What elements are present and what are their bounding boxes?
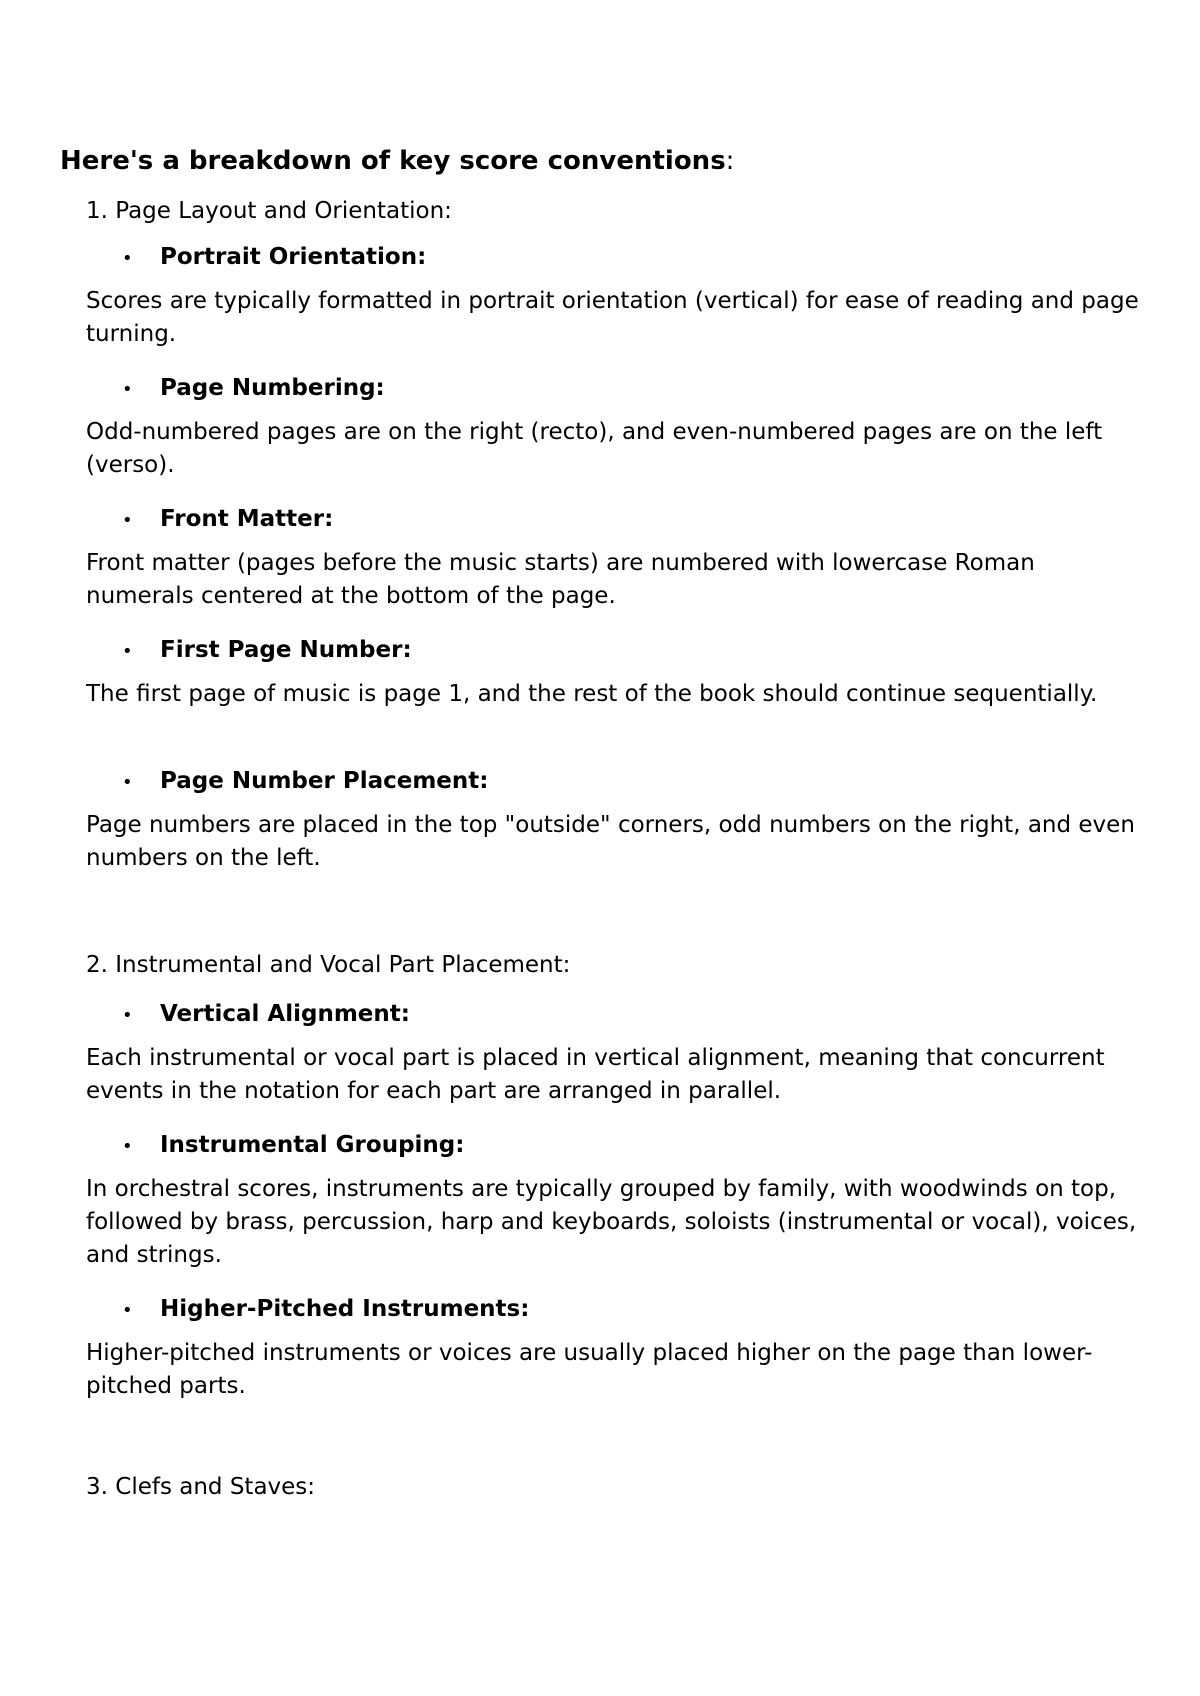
description-vertical-alignment: Each instrumental or vocal part is placed in vertical alignment, meaning that concurrent events in the notation for each part are arranged in parallel. — [86, 1045, 1105, 1104]
bullet-vertical-alignment — [122, 1001, 410, 1027]
description-front-matter: Front matter (pages before the music starts) are numbered with lowercase Roman numerals centered at the bottom of the page. — [86, 550, 1035, 609]
bullet-dot-icon: • — [122, 641, 133, 662]
bullet-front-matter — [122, 506, 333, 532]
bullet-term: Instrumental Grouping: — [160, 1132, 465, 1158]
description-page-numbering: Odd-numbered pages are on the right (recto), and even-numbered pages are on the left (verso). — [86, 419, 1103, 478]
section-title-part-placement: 2. Instrumental and Vocal Part Placement: — [86, 952, 571, 978]
bullet-page-numbering — [122, 375, 385, 401]
section-title-page-layout: 1. Page Layout and Orientation: — [86, 198, 452, 224]
bullet-term: First Page Number: — [160, 637, 412, 663]
heading-colon: : — [725, 146, 735, 176]
bullet-dot-icon: • — [122, 1300, 133, 1321]
bullet-term: Front Matter: — [160, 506, 334, 532]
bullet-dot-icon: • — [122, 248, 133, 269]
description-first-page-number: The first page of music is page 1, and the rest of the book should continue sequentially. — [86, 681, 1098, 707]
bullet-first-page-number — [122, 637, 412, 663]
bullet-dot-icon: • — [122, 510, 133, 531]
page-heading — [60, 146, 734, 176]
bullet-dot-icon: • — [122, 1005, 133, 1026]
bullet-dot-icon: • — [122, 379, 133, 400]
bullet-portrait-orientation — [122, 244, 426, 270]
bullet-page-number-placement — [122, 768, 488, 794]
description-page-number-placement: Page numbers are placed in the top "outside" corners, odd numbers on the right, and even numbers on the left. — [86, 812, 1135, 871]
description-higher-pitched-instruments: Higher-pitched instruments or voices are usually placed higher on the page than lower-pitched parts. — [86, 1340, 1093, 1399]
bullet-term: Higher-Pitched Instruments: — [160, 1296, 530, 1322]
bullet-term: Vertical Alignment: — [160, 1001, 410, 1027]
bullet-term: Page Number Placement: — [160, 768, 489, 794]
bullet-instrumental-grouping — [122, 1132, 464, 1158]
description-portrait-orientation: Scores are typically formatted in portrait orientation (vertical) for ease of reading and page turning. — [86, 288, 1139, 347]
bullet-term: Portrait Orientation: — [160, 244, 427, 270]
description-instrumental-grouping: In orchestral scores, instruments are typically grouped by family, with woodwinds on top, followed by brass, percussion, harp and keyboards, soloists (instrumental or vocal), voices, and strings. — [86, 1176, 1137, 1268]
bullet-dot-icon: • — [122, 772, 133, 793]
bullet-dot-icon: • — [122, 1136, 133, 1157]
bullet-higher-pitched-instruments — [122, 1296, 529, 1322]
section-title-clefs-and-staves: 3. Clefs and Staves: — [86, 1474, 316, 1500]
heading-bold-text: Here's a breakdown of key score conventions — [60, 146, 726, 176]
bullet-term: Page Numbering: — [160, 375, 385, 401]
